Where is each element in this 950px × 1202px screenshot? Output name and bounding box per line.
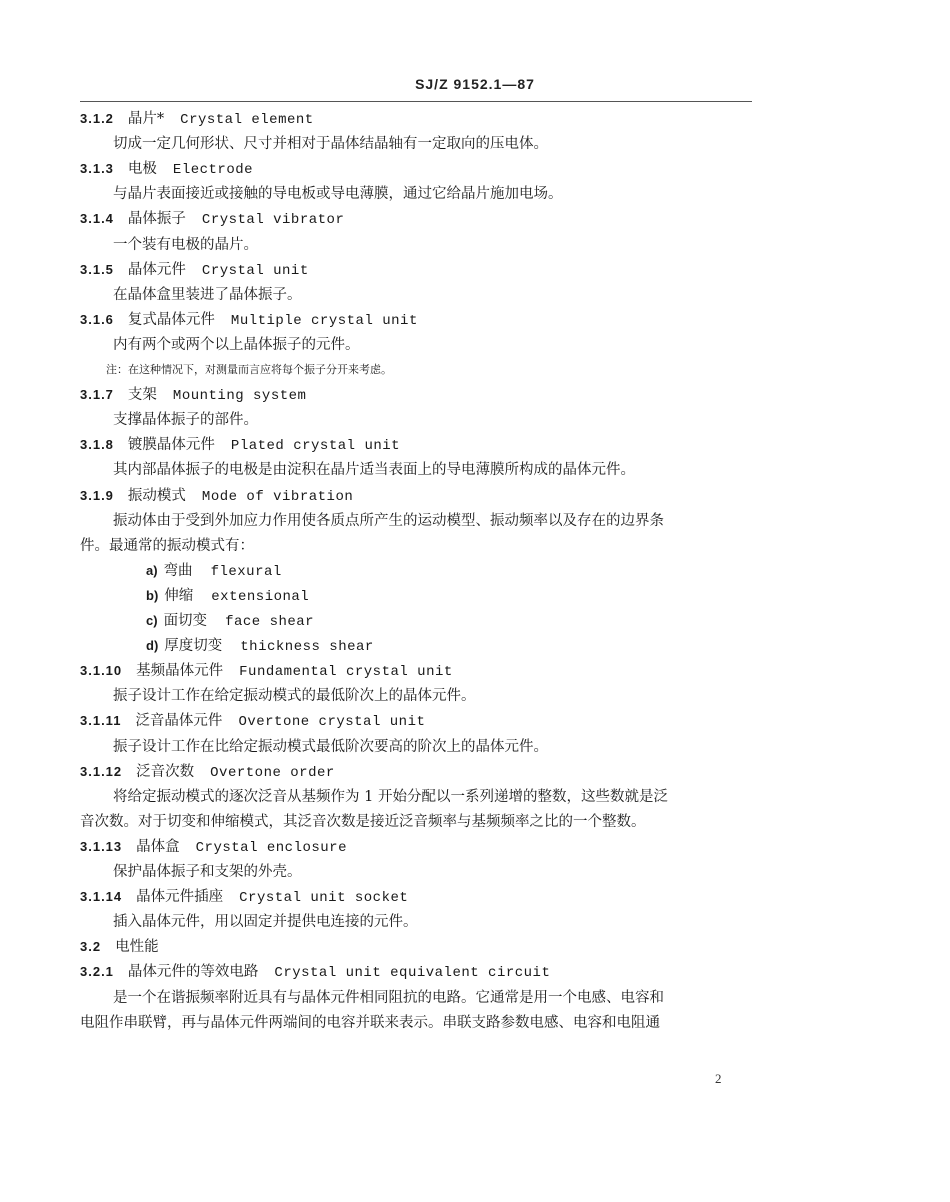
term-english: Overtone order [210, 765, 335, 781]
clause-number: 3.1.13 [80, 839, 123, 854]
clause-number: 3.2.1 [80, 964, 114, 979]
term-english: Overtone crystal unit [238, 714, 426, 730]
term-heading [80, 661, 453, 682]
term-heading [80, 209, 344, 230]
clause-number: 3.1.2 [80, 111, 114, 126]
definition-text: 在晶体盒里装进了晶体振子。 [113, 287, 302, 303]
definition-text: 其内部晶体振子的电极是由淀积在晶片适当表面上的导电薄膜所构成的晶体元件。 [113, 462, 635, 478]
definition-text: 保护晶体振子和支架的外壳。 [113, 864, 302, 880]
term-heading [80, 711, 425, 732]
definition-text: 将给定振动模式的逐次泛音从基频作为 1 开始分配以一系列递增的整数，这些数就是泛 [113, 789, 668, 805]
term-chinese: 镀膜晶体元件 [127, 437, 215, 453]
note-text: 注：在这种情况下，对测量而言应将每个振子分开来考虑。 [106, 363, 392, 376]
definition-continuation: 件。最通常的振动模式有： [80, 538, 254, 554]
list-item-marker: b) [146, 588, 159, 603]
definition-text: 支撑晶体振子的部件。 [113, 412, 258, 428]
header-divider [80, 101, 752, 102]
term-heading [80, 937, 175, 957]
term-heading [80, 486, 353, 507]
term-heading [80, 109, 314, 130]
definition-continuation: 音次数。对于切变和伸缩模式，其泛音次数是接近泛音频率与基频频率之比的一个整数。 [80, 814, 646, 830]
clause-number: 3.1.7 [80, 387, 114, 402]
term-heading [80, 260, 309, 281]
clause-number: 3.1.12 [80, 764, 123, 779]
term-english: Crystal unit equivalent circuit [274, 965, 551, 981]
term-chinese: 基频晶体元件 [136, 663, 224, 679]
term-english: Mounting system [172, 388, 307, 404]
clause-number: 3.1.6 [80, 312, 114, 327]
clause-number: 3.1.9 [80, 488, 114, 503]
list-item [146, 561, 282, 582]
term-chinese: 电极 [127, 161, 157, 177]
list-item [146, 636, 374, 657]
term-heading [80, 887, 408, 908]
term-chinese: 晶片* [127, 111, 165, 127]
standard-number-header: SJ/Z 9152.1—87 [415, 76, 535, 92]
definition-text: 是一个在谐振频率附近具有与晶体元件相同阻抗的电路。它通常是用一个电感、电容和 [113, 990, 664, 1006]
list-item-chinese: 弯曲 [163, 563, 193, 579]
term-chinese: 晶体盒 [136, 839, 180, 855]
list-item [146, 586, 309, 607]
term-english: Crystal unit [201, 263, 309, 279]
term-english: Mode of vibration [201, 489, 354, 505]
term-heading [80, 159, 253, 180]
definition-text: 内有两个或两个以上晶体振子的元件。 [113, 337, 360, 353]
term-english: Electrode [172, 162, 254, 178]
term-english: Crystal element [180, 112, 314, 128]
term-chinese: 泛音晶体元件 [135, 713, 223, 729]
list-item [146, 611, 314, 632]
definition-text: 一个装有电极的晶片。 [113, 237, 258, 253]
clause-number: 3.1.14 [80, 889, 123, 904]
clause-number: 3.2 [80, 939, 102, 954]
clause-number: 3.1.11 [80, 713, 122, 728]
list-item-english: flexural [210, 564, 282, 580]
clause-number: 3.1.10 [80, 663, 123, 678]
term-heading [80, 435, 400, 456]
term-heading [80, 762, 335, 783]
clause-number: 3.1.8 [80, 437, 114, 452]
term-chinese: 晶体元件插座 [136, 889, 224, 905]
list-item-marker: d) [146, 638, 159, 653]
term-english: Plated crystal unit [230, 438, 401, 454]
definition-text: 插入晶体元件，用以固定并提供电连接的元件。 [113, 914, 418, 930]
list-item-chinese: 厚度切变 [164, 638, 223, 654]
clause-number: 3.1.3 [80, 161, 114, 176]
term-chinese: 晶体振子 [127, 211, 186, 227]
term-english: Crystal enclosure [195, 840, 347, 856]
term-chinese: 晶体元件 [127, 262, 186, 278]
term-heading [80, 310, 418, 331]
term-chinese: 复式晶体元件 [127, 312, 215, 328]
page-number: 2 [715, 1071, 722, 1086]
definition-text: 振子设计工作在给定振动模式的最低阶次上的晶体元件。 [113, 688, 476, 704]
list-item-english: thickness shear [240, 639, 374, 655]
term-english: Fundamental crystal unit [239, 664, 453, 680]
term-chinese: 电性能 [115, 939, 159, 955]
definition-text: 振子设计工作在比给定振动模式最低阶次要高的阶次上的晶体元件。 [113, 739, 548, 755]
term-english: Crystal unit socket [239, 890, 409, 906]
term-english: Multiple crystal unit [230, 313, 418, 329]
list-item-marker: a) [146, 563, 158, 578]
clause-number: 3.1.4 [80, 211, 114, 226]
definition-continuation: 电阻作串联臂，再与晶体元件两端间的电容并联来表示。串联支路参数电感、电容和电阻通 [80, 1015, 660, 1031]
term-heading [80, 385, 306, 406]
term-chinese: 泛音次数 [136, 764, 195, 780]
list-item-marker: c) [146, 613, 158, 628]
term-english: Crystal vibrator [201, 212, 345, 228]
term-chinese: 振动模式 [127, 488, 186, 504]
definition-text: 振动体由于受到外加应力作用使各质点所产生的运动模型、振动频率以及存在的边界条 [113, 513, 664, 529]
definition-text: 切成一定几何形状、尺寸并相对于晶体结晶轴有一定取向的压电体。 [113, 136, 548, 152]
list-item-english: face shear [225, 614, 315, 630]
list-item-english: extensional [211, 589, 310, 605]
term-chinese: 支架 [127, 387, 157, 403]
list-item-chinese: 伸缩 [164, 588, 194, 604]
definition-text: 与晶片表面接近或接触的导电板或导电薄膜，通过它给晶片施加电场。 [113, 186, 563, 202]
term-heading [80, 962, 550, 983]
term-heading [80, 837, 347, 858]
list-item-chinese: 面切变 [163, 613, 208, 629]
clause-number: 3.1.5 [80, 262, 114, 277]
term-chinese: 晶体元件的等效电路 [127, 964, 259, 980]
